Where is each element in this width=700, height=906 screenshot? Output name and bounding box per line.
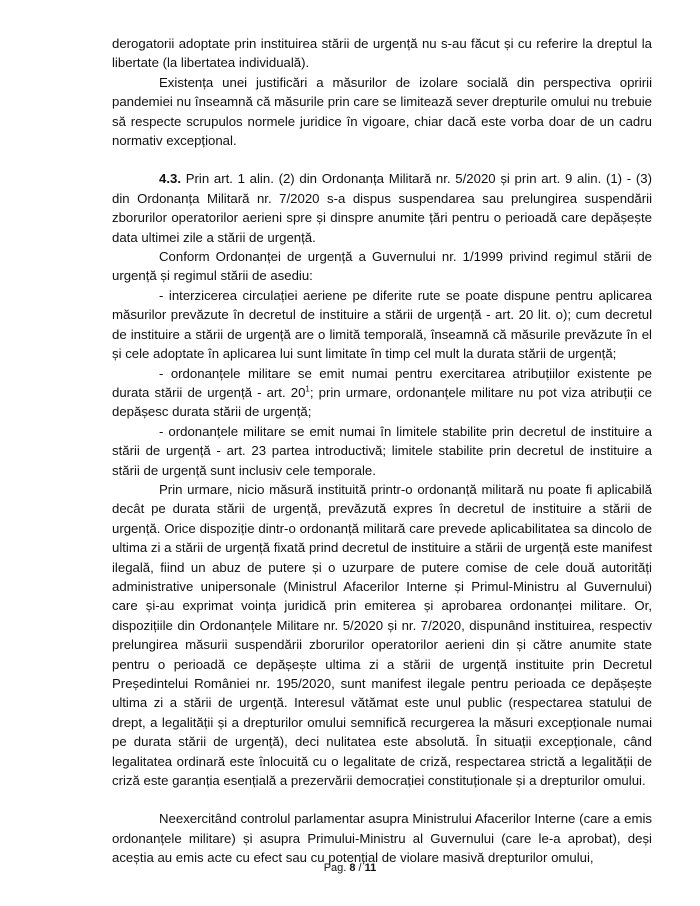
page-label: Pag. bbox=[323, 862, 350, 874]
paragraph-continuation: derogatorii adoptate prin instituirea stării de urgență nu s-au făcut și cu referire la dreptul la libertate (la libertatea individuală). bbox=[112, 36, 652, 71]
list-item-circulatie-aeriana: - interzicerea circulației aeriene pe diferite rute se poate dispune pentru aplicarea măsurilor prevăzute în decretul de instituire a stării de urgență - art. 20 lit. o); cum decretul de instituire a stării de urgență are o limită temporală, înseamnă că măsurile prevăzute în el și cele adoptate în aplicarea lui sunt limitate în timp cel mult la durata stării de urgență; bbox=[112, 287, 652, 362]
article-superscript: 1 bbox=[305, 384, 310, 394]
current-page-number: 8 bbox=[349, 862, 356, 874]
section-number: 4.3. bbox=[159, 171, 181, 187]
paragraph-justification: Existența unei justificări a măsurilor de izolare socială din perspectiva opririi pandemiei nu înseamnă că măsurile prin care se limitează sever drepturile omului nu trebuie să respecte scrupulos normele juridice în vigoare, chiar dacă este vorba doar de un cadru normativ excepțional. bbox=[112, 74, 652, 149]
list-item-text-after: ; prin urmare, ordonanțele militare nu pot viza atribuții ce depășesc durata stării de urgență; bbox=[112, 384, 652, 420]
list-item-text-before: - ordonanțele militare se emit numai pentru exercitarea atribuțiilor existente pe durata stării de urgență - art. 20 bbox=[112, 365, 652, 400]
total-page-count: 11 bbox=[364, 862, 377, 874]
paragraph-control-parlamentar: Neexercitând controlul parlamentar asupra Ministrului Afacerilor Interne (care a emis ordonanțele militare) și asupra Primului-Ministru al Guvernului (care le-a aprobat), deși aceștia au emis acte cu efect sau cu potențial de violare masivă drepturilor omului, bbox=[112, 811, 652, 866]
page-separator: / bbox=[355, 862, 365, 874]
paragraph-ordonanta-urgenta: Conform Ordonanței de urgență a Guvernului nr. 1/1999 privind regimul stării de urgență și regimul stării de asediu: bbox=[112, 249, 652, 284]
section-4-3-text: Prin art. 1 alin. (2) din Ordonanța Militară nr. 5/2020 și prin art. 9 alin. (1) - (3) din Ordonanța Militară nr. 7/2020 s-a dispus suspendarea sau prelungirea suspendării zborurilor operatorilor aerieni spre și dinspre anumite țări pentru o perioadă care depășește data ultimei zile a stării de urgență. bbox=[112, 171, 652, 245]
list-item-ordonante-atributii bbox=[112, 364, 652, 422]
document-page bbox=[112, 34, 652, 868]
list-item-ordonante-limite: - ordonanțele militare se emit numai în limitele stabilite prin decretul de instituire a stării de urgență - art. 23 partea introductivă; limitele stabilite prin decretul de instituire a stării de urgență sunt inclusiv cele temporale. bbox=[112, 423, 652, 478]
section-4-3-paragraph bbox=[112, 169, 652, 247]
page-footer bbox=[0, 862, 700, 874]
paragraph-conclusion: Prin urmare, nicio măsură instituită printr-o ordonanță militară nu poate fi aplicabilă decât pe durata stării de urgență, prevăzută expres în decretul de instituire a stării de urgență. Orice dispoziție dintr-o ordonanță militară care prevede aplicabilitatea sa dincolo de ultima zi a stării de urgență fixată prind decretul de instituire a stării de urgență este manifest ilegală, fiind un abuz de putere și o uzurpare de putere comise de cele două autorități administrative unipersonale (Ministrul Afacerilor Interne și Primul-Ministru al Guvernului) care și-au exprimat voința juridică prin emiterea și aprobarea ordonanței militare. Or, dispozițiile din Ordonanțele Militare nr. 5/2020 și nr. 7/2020, dispunând instituirea, respectiv prelungirea măsurii suspendării zborurilor operatorilor aerieni din și către anumite state pentru o perioadă ce depășește ultima zi a stării de urgență instituite prin Decretul Președintelui României nr. 195/2020, sunt manifest ilegale pentru perioada ce depășește ultima zi a stării de urgență. Interesul vătămat este unul public (respectarea statului de drept, a legalității și a drepturilor omului semnifică recurgerea la măsuri excepționale numai pe durata stării de urgență), deci nulitatea este absolută. În situații excepționale, când legalitatea ordinară este înlocuită cu o legalitate de criză, respectarea strictă a legalității de criză este garanția esențială a prezervării democrației constituționale și a drepturilor omului. bbox=[112, 481, 652, 789]
